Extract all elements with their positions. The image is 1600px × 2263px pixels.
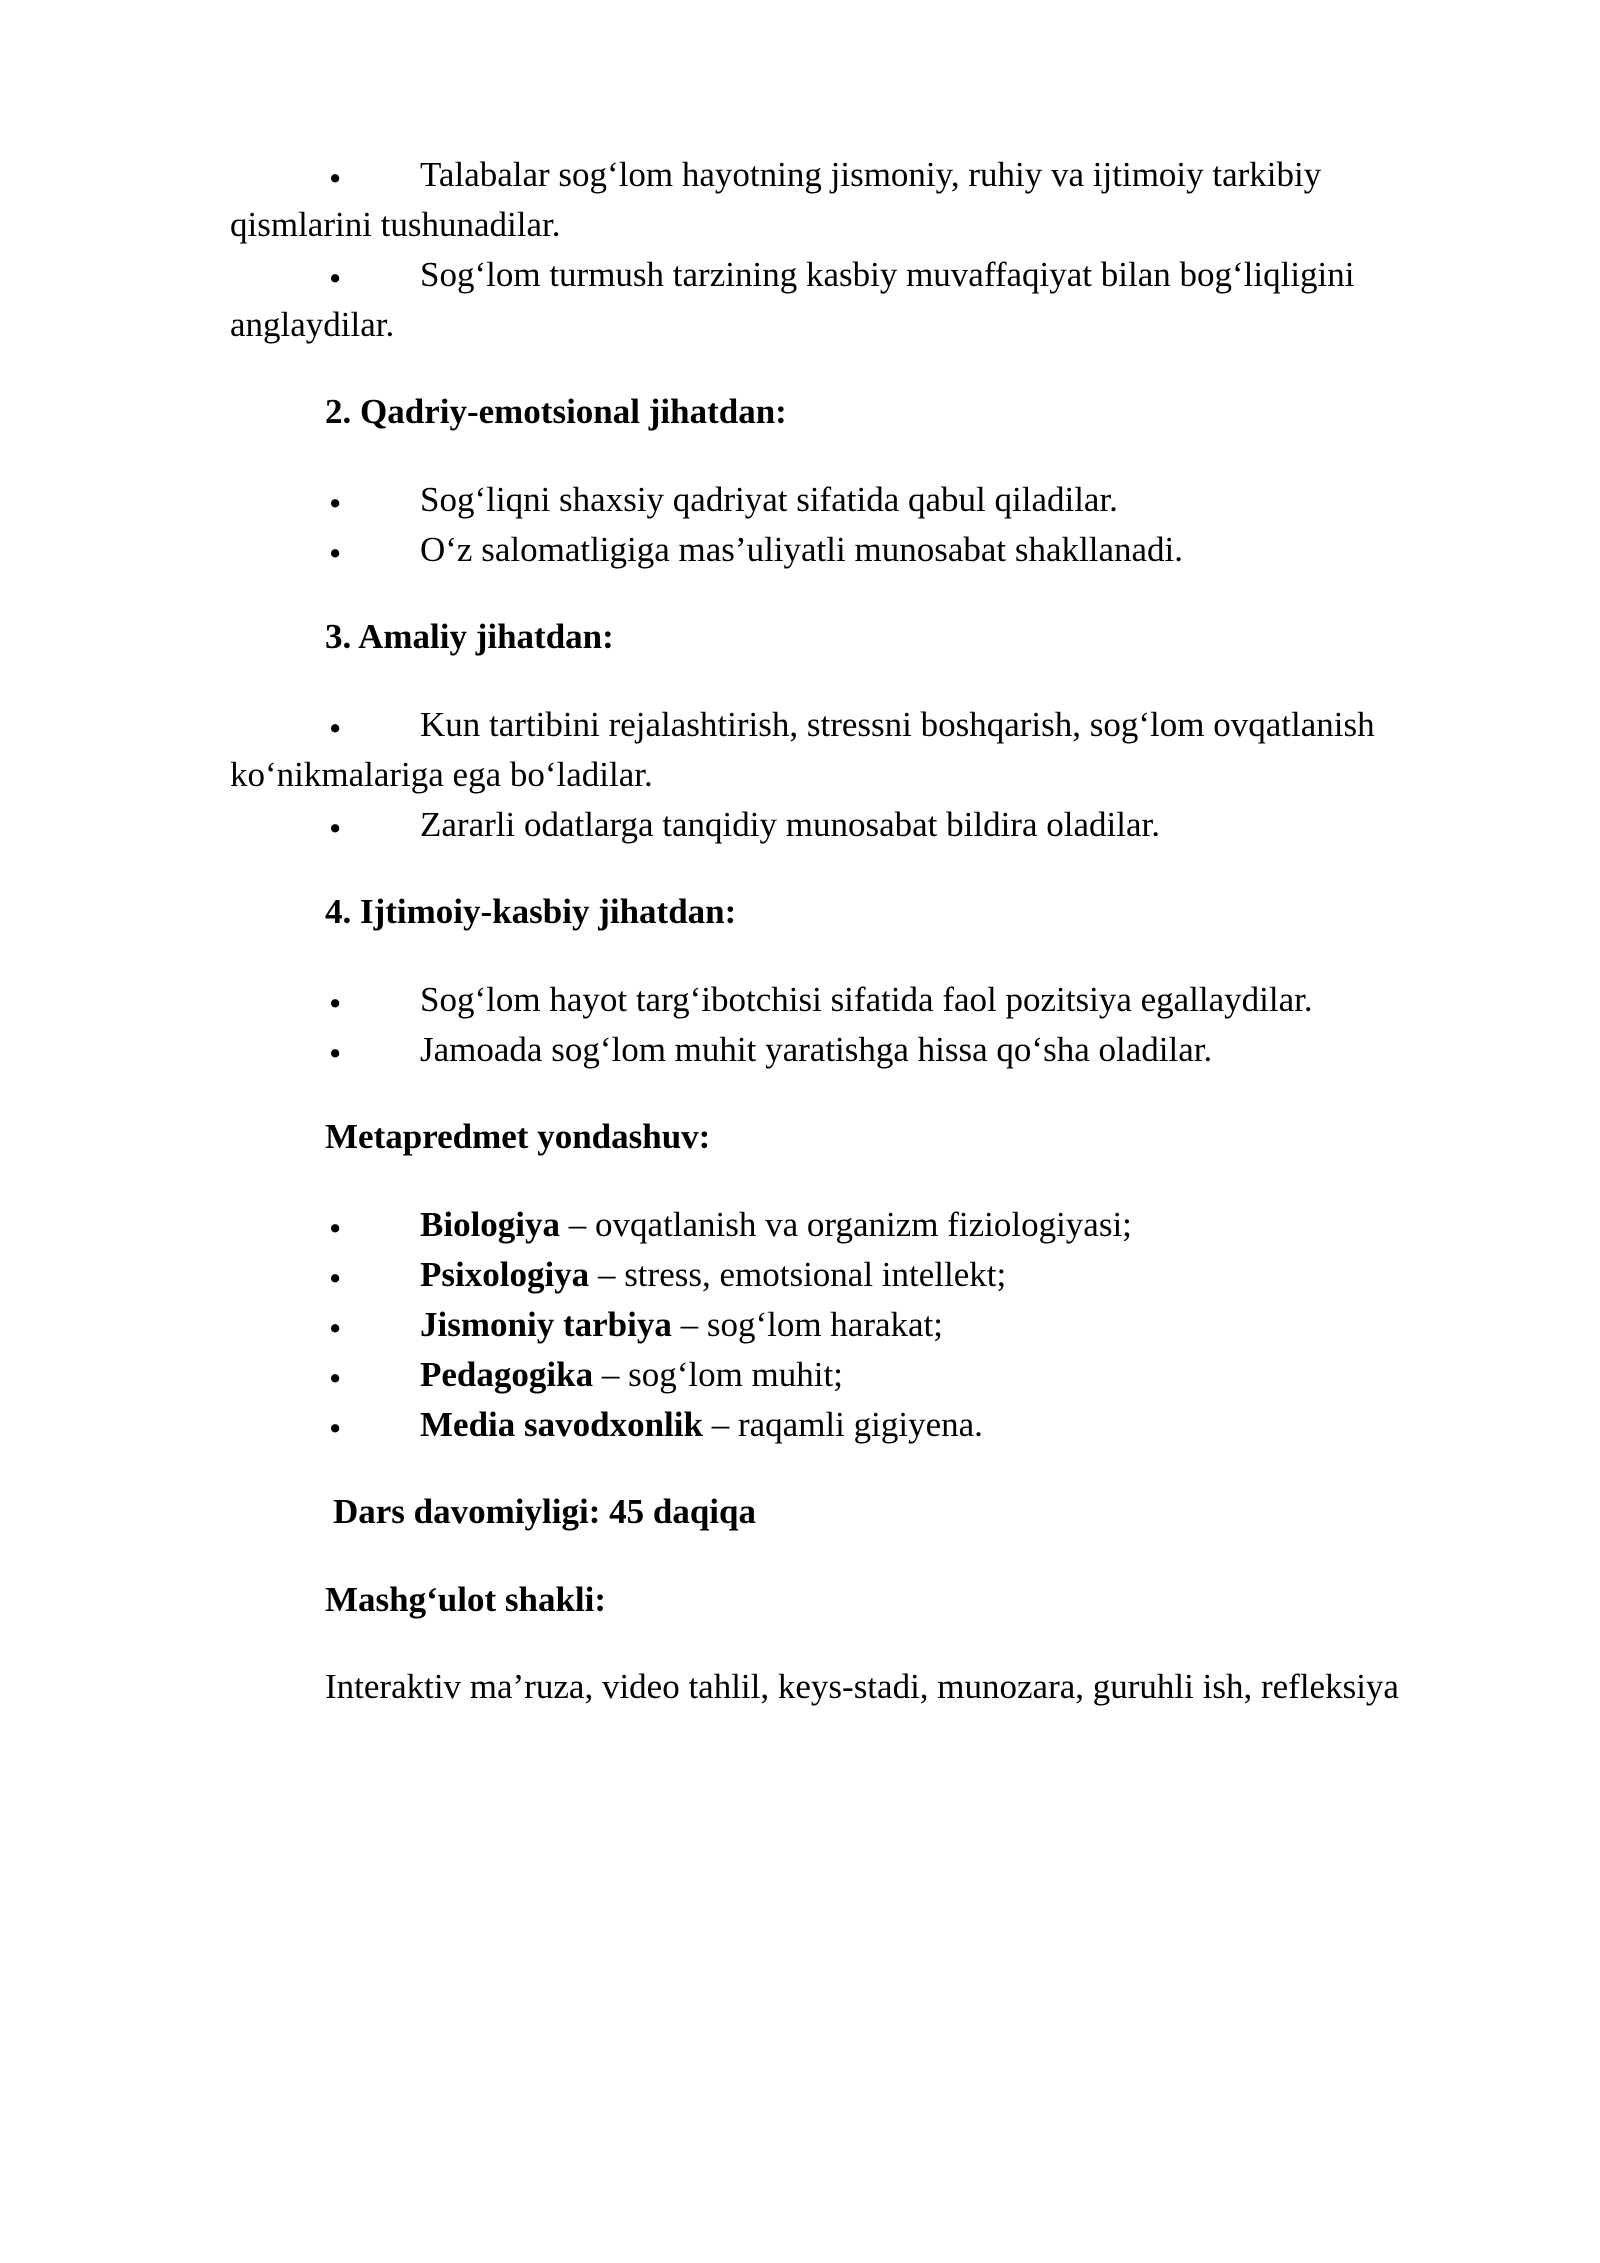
metasubject-term: Media savodxonlik [420,1405,703,1444]
practical-item-1-line-2: ko‘nikmalariga ega bo‘ladilar. [230,755,653,794]
cognitive-item-2-line-1: Sog‘lom turmush tarzining kasbiy muvaffaqiyat bilan bog‘liqligini [420,255,1355,294]
social-professional-item-2: Jamoada sog‘lom muhit yaratishga hissa qo‘sha oladilar. [420,1030,1213,1069]
metasubject-item-psychology [420,1250,1006,1300]
metasubject-term: Pedagogika [420,1355,594,1394]
metasubject-desc: – stress, emotsional intellekt; [589,1255,1007,1294]
lesson-form-text: Interaktiv ma’ruza, video tahlil, keys-stadi, munozara, guruhli ish, refleksiya [325,1667,1399,1706]
metasubject-term: Biologiya [420,1205,561,1244]
bullet-dot-icon: • [329,1309,342,1348]
value-emotional-item-1: Sog‘liqni shaxsiy qadriyat sifatida qabul qiladilar. [420,480,1118,519]
practical-item-2: Zararli odatlarga tanqidiy munosabat bildira oladilar. [420,805,1160,844]
bullet-dot-icon: • [329,484,342,523]
bullet-dot-icon: • [329,809,342,848]
metasubject-desc: – sog‘lom muhit; [593,1355,843,1394]
metasubject-desc: – sog‘lom harakat; [671,1305,944,1344]
metasubject-item-physical-education [420,1300,943,1350]
bullet-dot-icon: • [329,709,342,748]
bullet-dot-icon: • [329,1209,342,1248]
practical-item-1-line-1: Kun tartibini rejalashtirish, stressni boshqarish, sog‘lom ovqatlanish [420,705,1375,744]
metasubject-desc: – raqamli gigiyena. [702,1405,983,1444]
metasubject-item-biology [420,1200,1132,1250]
social-professional-heading: 4. Ijtimoiy-kasbiy jihatdan: [325,892,737,931]
lesson-form-heading: Mashg‘ulot shakli: [325,1580,607,1619]
cognitive-item-1-line-1: Talabalar sog‘lom hayotning jismoniy, ruhiy va ijtimoiy tarkibiy [420,155,1322,194]
metasubject-item-media-literacy [420,1400,983,1450]
bullet-dot-icon: • [329,1034,342,1073]
value-emotional-item-2: O‘z salomatligiga mas’uliyatli munosabat shakllanadi. [420,530,1184,569]
social-professional-item-1: Sog‘lom hayot targ‘ibotchisi sifatida faol pozitsiya egallaydilar. [420,980,1313,1019]
metasubject-heading: Metapredmet yondashuv: [325,1117,711,1156]
metasubject-item-pedagogy [420,1350,843,1400]
value-emotional-heading: 2. Qadriy-emotsional jihatdan: [325,392,787,431]
bullet-dot-icon: • [329,1409,342,1448]
cognitive-item-2-line-2: anglaydilar. [230,305,395,344]
cognitive-item-1-line-2: qismlarini tushunadilar. [230,205,561,244]
bullet-dot-icon: • [329,1359,342,1398]
metasubject-term: Jismoniy tarbiya [420,1305,672,1344]
bullet-dot-icon: • [329,1259,342,1298]
bullet-dot-icon: • [329,159,342,198]
bullet-dot-icon: • [329,534,342,573]
bullet-dot-icon: • [329,984,342,1023]
metasubject-term: Psixologiya [420,1255,590,1294]
metasubject-desc: – ovqatlanish va organizm fiziologiyasi; [560,1205,1132,1244]
bullet-dot-icon: • [329,259,342,298]
practical-heading: 3. Amaliy jihatdan: [325,617,614,656]
lesson-duration: Dars davomiyligi: 45 daqiqa [333,1492,756,1531]
